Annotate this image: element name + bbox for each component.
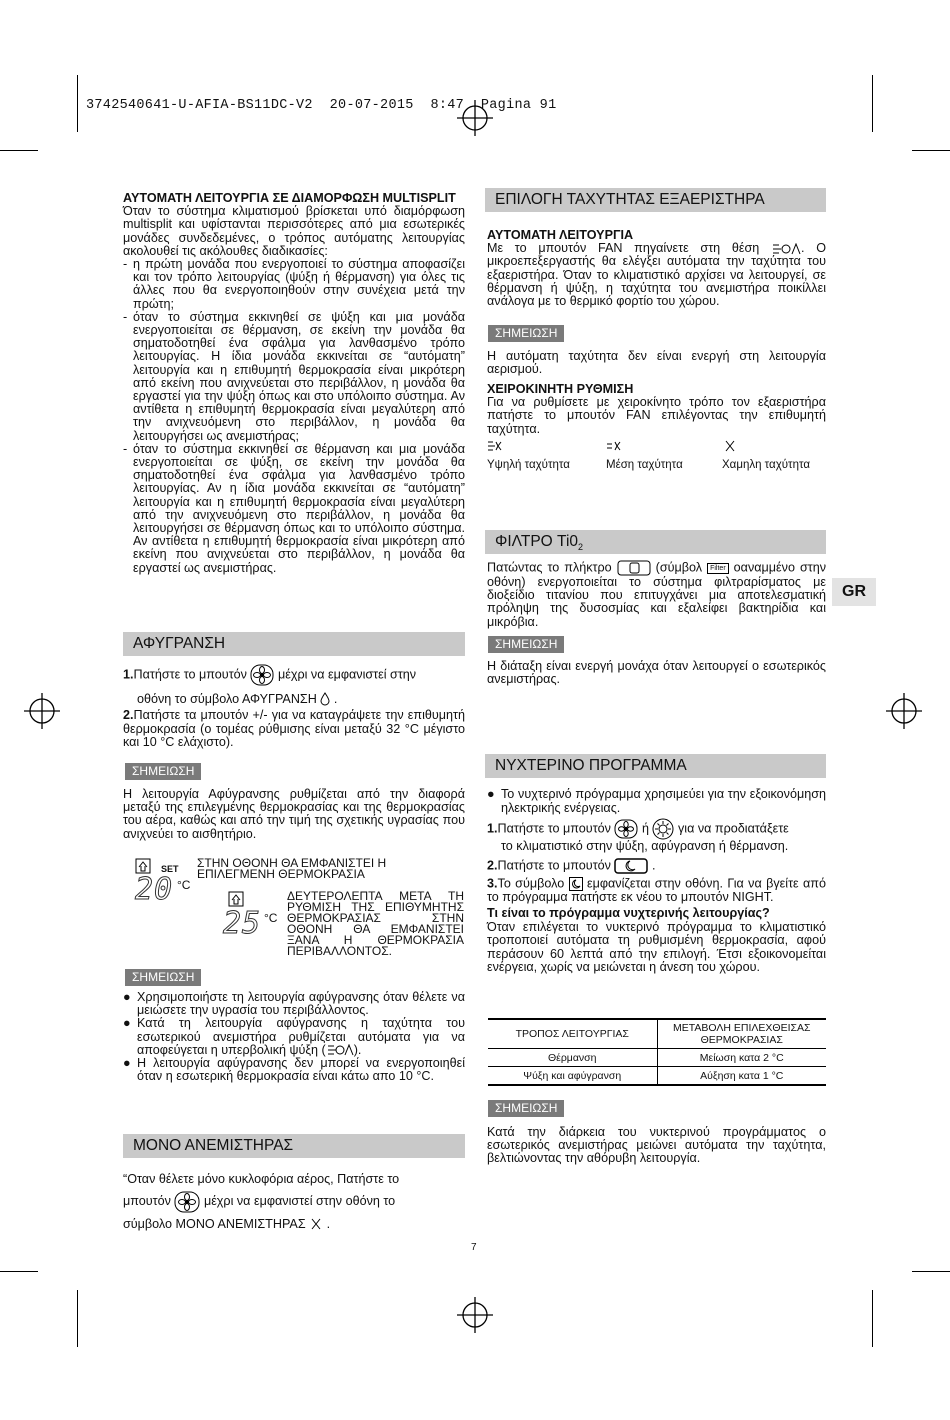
- night-button-icon: [614, 858, 648, 874]
- display1-caption: ΣΤΗΝ ΟΘΟΝΗ ΘΑ ΕΜΦΑΝΙΣΤΕΙ Η ΕΠΙΛΕΓΜΕΝΗ ΘΕΡΜΟΚΡΑΣΙΑ: [197, 856, 387, 881]
- filter-note-text: Η διάταξη είναι ενεργή μονάχα όταν λειτουργεί ο εσωτερικός ανεμιστήρας.: [487, 659, 826, 687]
- dehum-note2-label: ΣΗΜΕΙΩΣΗ: [125, 969, 201, 986]
- fan-button-icon: [174, 1191, 200, 1213]
- list-item: ● Κατά τη λειτουργία αφύγρανσης η ταχύτητα του εσωτερικού ανεμιστήρα ρυθμίζεται αυτόματα για να αποφεύγεται η υπερβολική ψύξη ( ).: [123, 1016, 465, 1057]
- lcd-value: 20: [135, 872, 174, 907]
- fan-button-icon: [614, 819, 638, 839]
- fan-speed-auto: ΑΥΤΟΜΑΤΗ ΛΕΙΤΟΥΡΓΙΑ Με το μπουτόν FAN πηγαίνετε στη θέση . Ο μικροεπεξεργαστής θα ελέγξει αυτόματα την ταχύτητα του εξαεριστήρα. Όταν το κλιματιστικό αρχίσει να λειτουργεί, σε θέρμανση ή ψύξη, η ταχύτητα του ανεμιστήρα ποικίλλει ανάλογα με το θερμικό φορτίο του χώρου.: [487, 228, 827, 309]
- fan-only-text: “Οταν θέλετε μόνο κυκλοφόρια αέρος, Πατήστε το μπουτόν μέχρι να εμφανιστεί στην οθόνη το σύμβολο ΜΟΝΟ ΑΝΕΜΙΣΤΗΡΑΣ .: [123, 1172, 400, 1231]
- registration-mark-left: [24, 693, 60, 729]
- table-row: ΤΡΟΠΟΣ ΛΕΙΤΟΥΡΓΙΑΣ ΜΕΤΑΒΟΛΗ ΕΠΙΛΕΧΘΕΙΣΑΣ ΘΕΡΜΟΚΡΑΣΙΑΣ: [488, 1019, 826, 1049]
- night-question: Τι είναι το πρόγραμμα νυχτερινής λειτουργίας?: [487, 906, 770, 920]
- fan-button-icon: [250, 664, 274, 686]
- registration-mark-right: [886, 693, 922, 729]
- dehum-step1: 1.Πατήστε το μπουτόν μέχρι να εμφανιστεί στην: [123, 664, 465, 686]
- filter-button-icon: [617, 560, 651, 576]
- speed-label: Χαμηλη ταχύτητα: [722, 459, 811, 471]
- speed-label: Μέση ταχύτητα: [606, 459, 683, 471]
- fan-speed-title: ΕΠΙΛΟΓΗ ΤΑΧΥΤΗΤΑΣ ΕΞΑΕΡΙΣΤΗΡΑ: [485, 188, 826, 212]
- dehum-title: ΑΦΥΓΡΑΝΣΗ: [123, 632, 465, 656]
- fan-speed-auto-icon: [326, 1044, 354, 1056]
- fan-speed-options: [487, 440, 827, 474]
- list-item: ● Το νυχτερινό πρόγραμμα χρησιμεύει για την εξοικονόμηση ηλεκτρικής ενέργειας.: [487, 787, 826, 815]
- filter-title: ΦΙΛΤΡΟ $Ti0_2$: [485, 530, 826, 554]
- language-tab: GR: [832, 578, 876, 606]
- dehum-steps: 1.Πατήστε το μπουτόν μέχρι να εμφανιστεί στην οθόνη το σύμβολο ΑΦΥΓΡΑΝΣΗ . 2.Πατήστε τα μπουτόν +/- για να καταγράψετε την επιθυμητή θερμοκρασία (ο τομέας ρύθμισης είναι μεταξύ 32 °C μέγιστο και 10 °C ελάχιστο).: [123, 664, 465, 750]
- multisplit-title: ΑΥΤΟΜΑΤΗ ΛΕΙΤΟΥΡΓΙΑ ΣΕ ΔΙΑΜΟΡΦΩΣΗ MULTISPLIT: [123, 191, 456, 205]
- fan-manual: ΧΕΙΡΟΚΙΝΗΤΗ ΡΥΘΜΙΣΗ Για να ρυθμίσετε με χειροκίνητο τρόπο τον εξαεριστήρα πατήστε το μπουτόν FAN επιλέγοντας την επιθυμητή ταχύτητα.: [487, 382, 826, 436]
- sun-button-icon: [652, 818, 674, 840]
- list-item: ● Η λειτουργία αφύγρανσης δεν μπορεί να ενεργοποιηθεί όταν η εσωτερική θερμοκρασία είναι κάτω απο 10 °C.: [123, 1056, 465, 1084]
- fan-only-title: ΜΟΝΟ ΑΝΕΜΙΣΤΗΡΑΣ: [123, 1134, 465, 1158]
- night-steps: ● Το νυχτερινό πρόγραμμα χρησιμεύει για την εξοικονόμηση ηλεκτρικής ενέργειας. 1.Πατήστε το μπουτόν ή για να προδιατάξετε το κλιματιστικό στην ψύξη, αφύγρανση ή θέρμανση. 2.Πατήστε το μπουτόν . 3.Το σύμβολο εμφανίζεται στην οθόνη. Για να βγείτε από το πρόγραμμα πατήστε εκ νέου το μπουτόν NIGHT. Τι είναι το πρόγραμμα νυχτερινής λειτουργίας? Όταν επιλέγεται το νυκτερινό πρόγραμμα το κλιματιστικό τροποποιεί αυτόματα τη ρυθμισμένη θερμοκρασία, αφού περάσουν 60 λεπτά από την επιλογή. Έτσι εξοικονομείται ενέργεια, χωρίς να μειώνεται η άνεση του χώρου.: [487, 787, 826, 974]
- list-item: - όταν το σύστημα εκκινηθεί σε ψύξη και μια μονάδα ενεργοποιείται σε θέρμανση, σε εκείνη την μονάδα θα σηματοδοτηθεί ένα σφάλμα για λανθασμένο τρόπο λειτουργίας. Η ίδια μονάδα εκκινείται σε “αυτόματη” λειτουργία και η επιθυμητή θερμοκρασία είναι μικρότερη από εκείνη που ανιχνεύεται στο περιβάλλον, η μονάδα θα εργαστεί για την ψύξη όπως και στο υπόλοιπο σύστημα. Αν αντίθετα η επιθυμητή θερμοκρασία είναι μεγαλύτερη από την ανιχνευόμενη στο περιβάλλον, η μονάδα θα λειτουργήσει ως ανεμιστήρας;: [123, 309, 465, 443]
- night-note-text: Κατά την διάρκεια του νυκτερινού προγράμματος ο εσωτερικός ανεμιστήρας μειώνει αυτόματα την ταχύτητα, βελτιώνοντας την αθόρυβη λειτουργία.: [487, 1125, 826, 1166]
- fan-high-icon: [487, 440, 503, 452]
- table-row: Ψύξη και αφύγρανση Αύξηση κατα 1 °C: [488, 1067, 826, 1086]
- dehum-bullets: [123, 991, 465, 1083]
- fan-speed-auto-icon: [771, 243, 801, 255]
- page-number: 7: [471, 1242, 477, 1253]
- filter-symbol: Filter: [707, 563, 729, 574]
- multisplit-intro: Όταν το σύστημα κλιματισμού βρίσκεται υπό διαμόρφωση multisplit και υφίστανται περισσότερες από μια εσωτερικές μονάδες συνδεδεμένες, ο τρόπος αυτόματης λειτουργίας ακολουθεί τις ακόλουθες διαδικασίες:: [123, 204, 465, 258]
- list-item: - όταν το σύστημα εκκινηθεί σε θέρμανση και μια μονάδα ενεργοποιείται σε ψύξη, σε εκείνη την μονάδα θα σηματοδοτηθεί ένα σφάλμα για λανθασμένο τρόπο λειτουργίας. Αν η ίδια μονάδα εκκινείται σε “αυτόματη” λειτουργία και η επιθυμητή θερμοκρασία είναι μεγαλύτερη από την ανιχνευόμενη στο περιβάλλον, η μονάδα θα λειτουργήσει σε θέρμανση όπως και το υπόλοιπο σύστημα. Αν αντίθετα η επιθυμητή θερμοκρασία είναι μικρότερη από εκείνη που ανιχνεύεται στο περιβάλλον, η μονάδα θα εργαστεί ως ανεμιστήρας.: [123, 441, 465, 575]
- speed-label: Υψηλή ταχύτητα: [487, 459, 570, 471]
- filter-text: Πατώντας το πλήκτρο (σύμβολ Filter οαναμμένο στην οθόνη) ενεργοποιείται το σύστημα φιλτραρίσματος με διοξείδιο τιτανίου που επιτυγχάνει μια αποτελεσματική πρόληψη της δυσοσμίας και εξαλείφει βακτηρίδια και μικρόβια.: [487, 560, 826, 629]
- print-header: 3742540641-U-AFIA-BS11DC-V2 20-07-2015 8:47 Pagina 91: [86, 98, 557, 113]
- filter-note-label: ΣΗΜΕΙΩΣΗ: [488, 636, 564, 653]
- lcd-value: 25: [223, 906, 262, 941]
- fan-medium-icon: [606, 440, 622, 452]
- dehum-note-text: Η λειτουργία Αφύγρανσης ρυθμίζεται από την διαφορά μεταξύ της επιλεγμένης θερμοκρασίας και της θερμοκρασίας του αέρα, καθώς και από την τιμή της σχετικής υγρασίας που ανιχνεύει το αισθητήριο.: [123, 787, 465, 841]
- list-item: ● Χρησιμοποιήστε τη λειτουργία αφύγρανσης όταν θέλετε να μειώσετε την υγρασία του περιβάλλοντος.: [123, 990, 465, 1018]
- registration-mark-bottom: [457, 1297, 493, 1333]
- fan-low-icon: [722, 440, 738, 452]
- home-icon: [228, 891, 244, 907]
- night-table: [488, 1018, 826, 1086]
- table-row: Θέρμανση Μείωση κατα 2 °C: [488, 1049, 826, 1067]
- multisplit-section: [123, 192, 465, 575]
- moon-icon: [569, 877, 583, 891]
- droplet-icon: [320, 692, 330, 706]
- dehum-note-label: ΣΗΜΕΙΩΣΗ: [125, 763, 201, 780]
- night-note-label: ΣΗΜΕΙΩΣΗ: [488, 1100, 564, 1117]
- auto-title: ΑΥΤΟΜΑΤΗ ΛΕΙΤΟΥΡΓΙΑ: [487, 228, 634, 242]
- fan-note-label: ΣΗΜΕΙΩΣΗ: [488, 325, 564, 342]
- display2-caption: ΔΕΥΤΕΡΟΛΕΠΤΑ ΜΕΤΑ ΤΗ ΡΥΘΜΙΣΗ ΤΗΣ ΕΠΙΘΥΜΗΤΗΣ ΘΕΡΜΟΚΡΑΣΙΑΣ ΣΤΗΝ ΟΘΟΝΗ ΘΑ ΕΜΦΑΝΙΣΤΕΙ ΞΑΝΑ Η ΘΕΡΜΟΚΡΑΣΙΑ ΠΕΡΙΒΑΛΛΟΝΤΟΣ.: [287, 889, 464, 958]
- fan-note-text: Η αυτόματη ταχύτητα δεν είναι ενεργή στη λειτουργία αερισμού.: [487, 349, 826, 377]
- fan-symbol-icon: [309, 1218, 323, 1230]
- list-item: - η πρώτη μονάδα που ενεργοποιεί το σύστημα αποφασίζει και τον τρόπο λειτουργίας (ψύξη ή θέρμανση) για όλες τις άλλες που θα ενεργοποιηθούν στην συνέχεια μετά την πρώτη;: [123, 257, 465, 311]
- dehum-step2: 2.Πατήστε τα μπουτόν +/- για να καταγράψετε την επιθυμητή θερμοκρασία (ο τομέας ρύθμισης είναι μεταξύ 32 °C μέγιστο και 10 °C ελάχιστο).: [123, 708, 465, 749]
- night-title: ΝΥΧΤΕΡΙΝΟ ΠΡΟΓΡΑΜΜΑ: [485, 754, 826, 778]
